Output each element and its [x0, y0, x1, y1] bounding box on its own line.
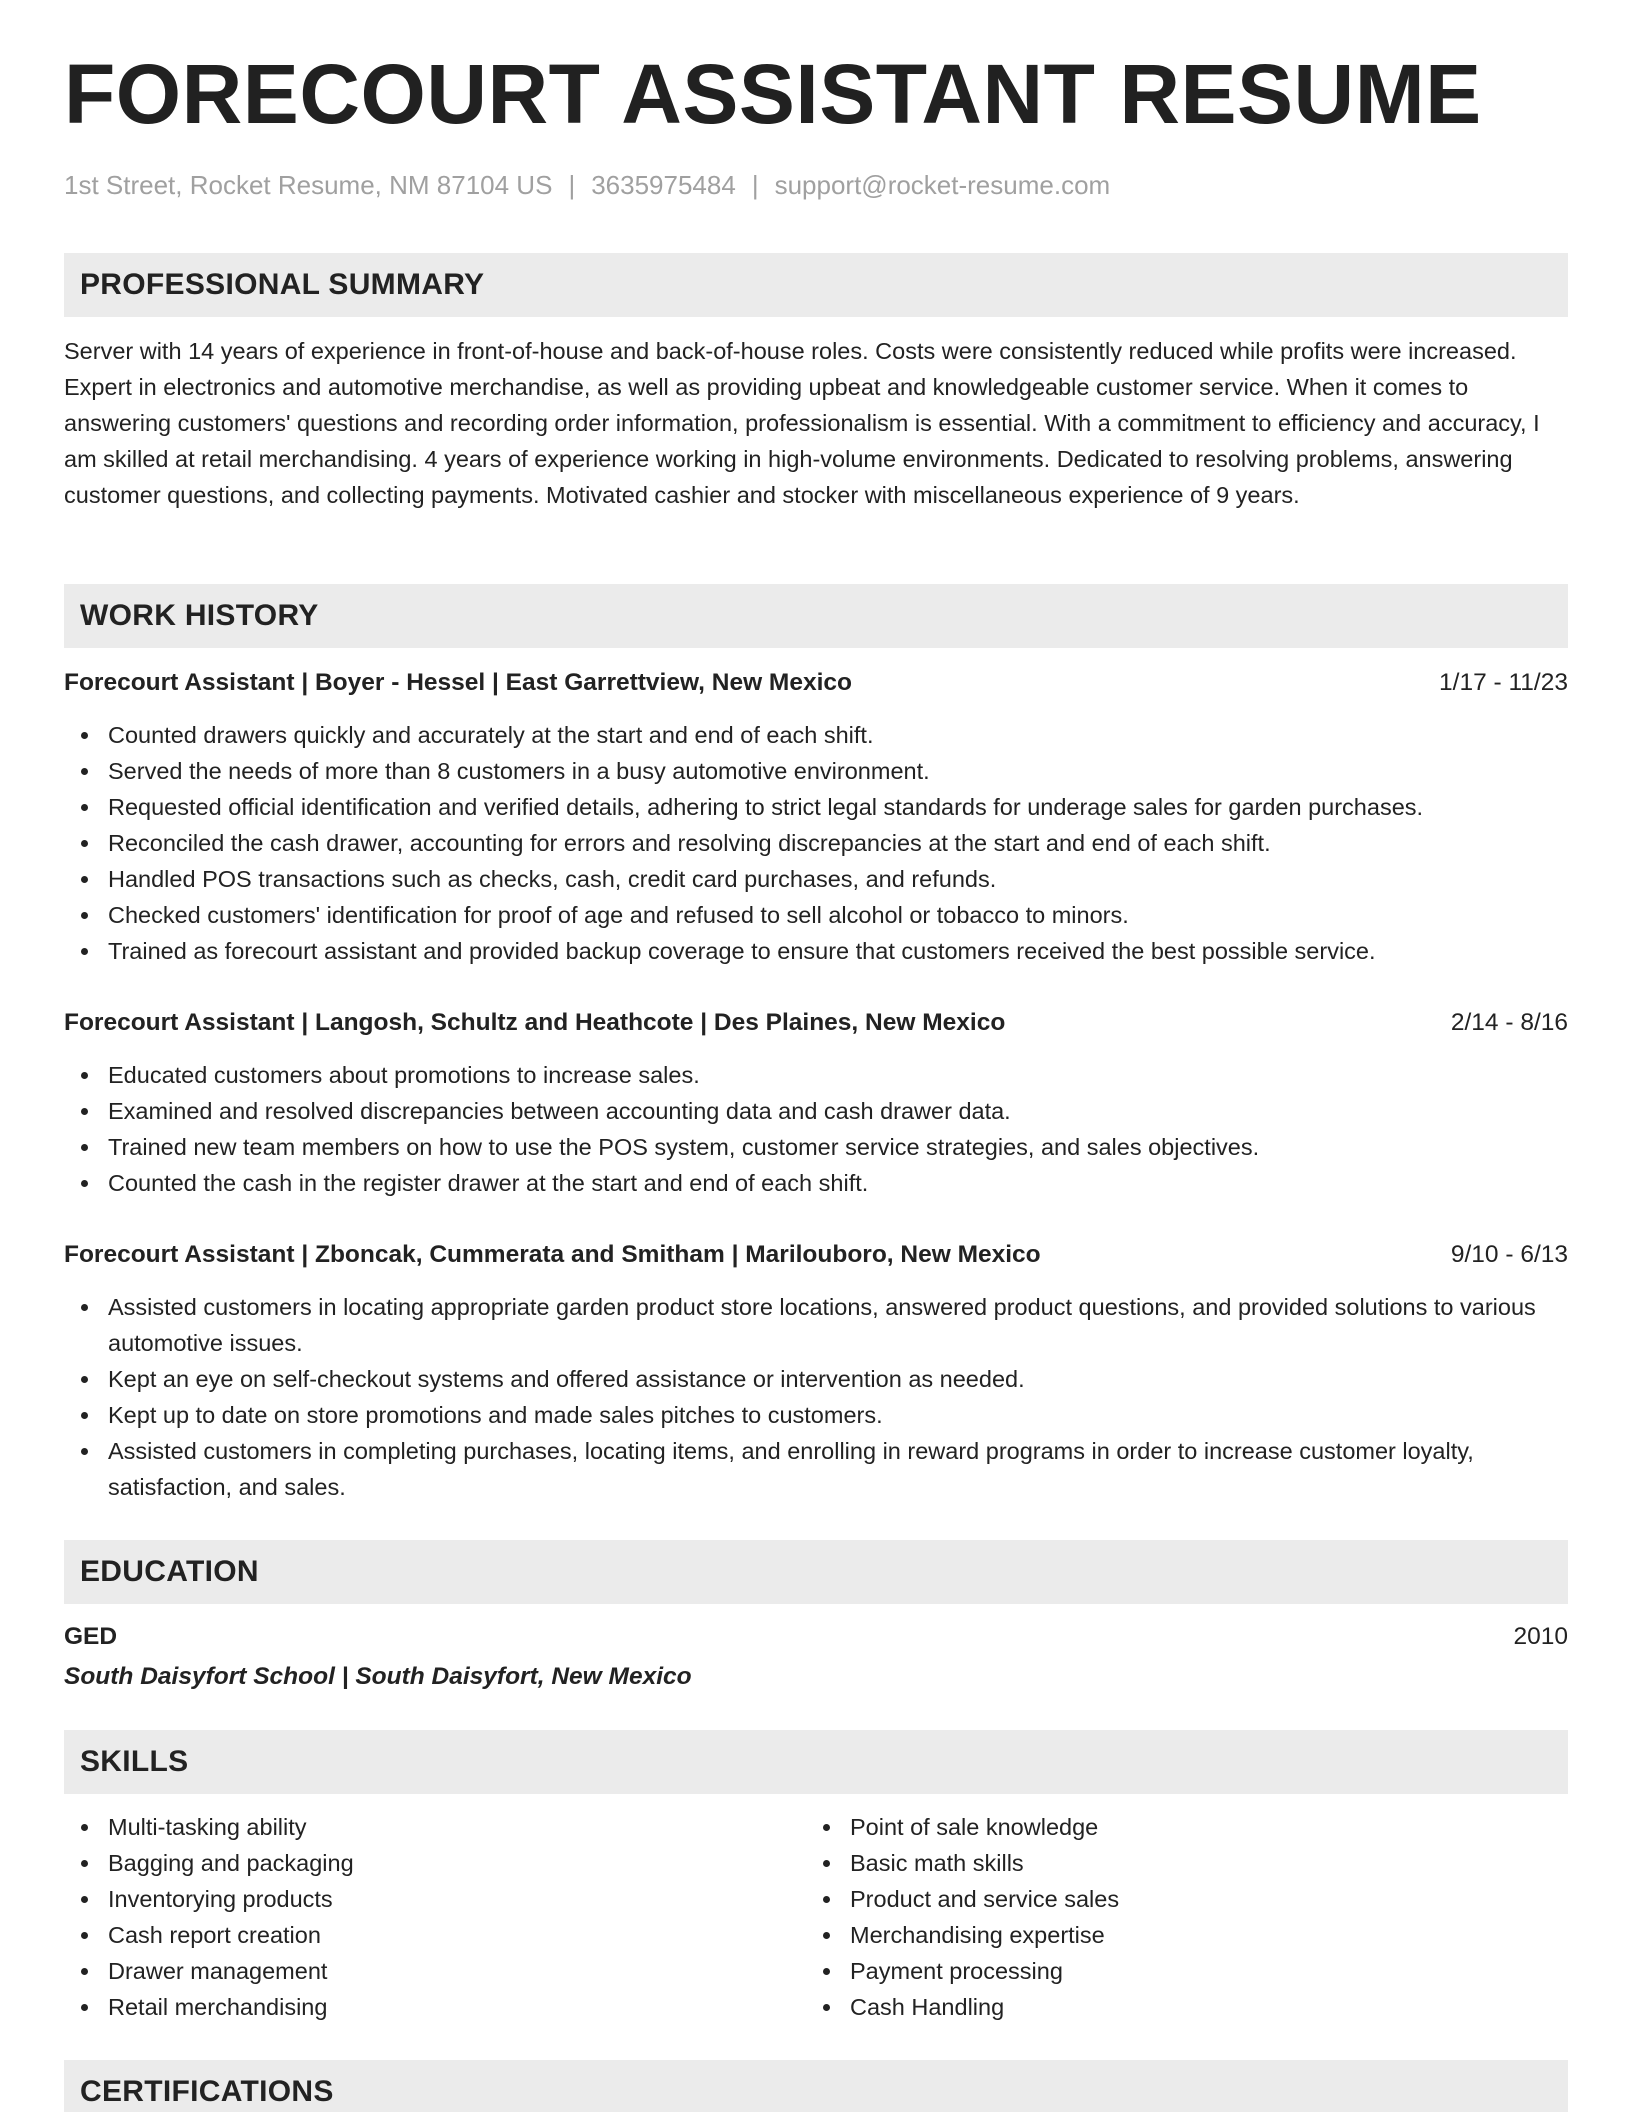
list-item: Educated customers about promotions to increase sales. [64, 1057, 1568, 1093]
skill-item: Payment processing [806, 1953, 1506, 1989]
job-bullets [64, 717, 1568, 969]
list-item: Checked customers' identification for proof of age and refused to sell alcohol or tobacco to minors. [64, 897, 1568, 933]
resume-title: FORECOURT ASSISTANT RESUME [64, 47, 1482, 141]
job-bullets [64, 1057, 1568, 1201]
education-year: 2010 [1513, 1623, 1568, 1650]
list-item: Handled POS transactions such as checks, cash, credit card purchases, and refunds. [64, 861, 1568, 897]
job-dates: 2/14 - 8/16 [1450, 1009, 1568, 1036]
skill-item: Multi-tasking ability [64, 1809, 764, 1845]
contact-separator: | [568, 170, 576, 200]
skill-item: Merchandising expertise [806, 1917, 1506, 1953]
list-item: Counted drawers quickly and accurately at the start and end of each shift. [64, 717, 1568, 753]
list-item: Kept an eye on self-checkout systems and offered assistance or intervention as needed. [64, 1361, 1568, 1397]
section-header-certifications [64, 2060, 1568, 2112]
skill-item: Product and service sales [806, 1881, 1506, 1917]
skill-item: Retail merchandising [64, 1989, 764, 2025]
skills-list-right [806, 1809, 1506, 2025]
contact-address: 1st Street, Rocket Resume, NM 87104 US [64, 170, 553, 200]
skill-item: Basic math skills [806, 1845, 1506, 1881]
section-header-work-history [64, 584, 1568, 648]
skill-item: Cash Handling [806, 1989, 1506, 2025]
skill-item: Cash report creation [64, 1917, 764, 1953]
section-heading: PROFESSIONAL SUMMARY [80, 268, 485, 301]
list-item: Assisted customers in locating appropriate garden product store locations, answered product questions, and provided solutions to various automotive issues. [64, 1289, 1568, 1361]
list-item: Trained new team members on how to use the POS system, customer service strategies, and sales objectives. [64, 1129, 1568, 1165]
summary-text: Server with 14 years of experience in front-of-house and back-of-house roles. Costs were consistently reduced while profits were increased. Expert in electronics and automotive merchandise, as well as providing upbeat and knowledgeable customer service. When it comes to answering customers' questions and recording order information, professionalism is essential. With a commitment to efficiency and accuracy, I am skilled at retail merchandising. 4 years of experience working in high-volume environments. Dedicated to resolving problems, answering customer questions, and collecting payments. Motivated cashier and stocker with miscellaneous experience of 9 years. [64, 338, 1540, 508]
list-item: Requested official identification and verified details, adhering to strict legal standards for underage sales for garden purchases. [64, 789, 1568, 825]
skill-item: Point of sale knowledge [806, 1809, 1506, 1845]
contact-email: support@rocket-resume.com [774, 170, 1111, 200]
list-item: Assisted customers in completing purchases, locating items, and enrolling in reward programs in order to increase customer loyalty, satisfaction, and sales. [64, 1433, 1568, 1505]
section-heading: CERTIFICATIONS [80, 2075, 334, 2108]
section-heading: SKILLS [80, 1745, 189, 1778]
education-header [64, 1622, 1568, 1652]
list-item: Examined and resolved discrepancies between accounting data and cash drawer data. [64, 1093, 1568, 1129]
list-item: Kept up to date on store promotions and made sales pitches to customers. [64, 1397, 1568, 1433]
section-header-summary [64, 253, 1568, 317]
skill-item: Drawer management [64, 1953, 764, 1989]
job-dates: 9/10 - 6/13 [1450, 1241, 1568, 1268]
skill-item: Inventorying products [64, 1881, 764, 1917]
skill-item: Bagging and packaging [64, 1845, 764, 1881]
job-header [64, 668, 1568, 698]
skills-list-left [64, 1809, 764, 2025]
education-degree: GED [64, 1623, 118, 1650]
section-heading: EDUCATION [80, 1555, 259, 1588]
list-item: Trained as forecourt assistant and provided backup coverage to ensure that customers received the best possible service. [64, 933, 1568, 969]
job-header [64, 1008, 1568, 1038]
list-item: Served the needs of more than 8 customers in a busy automotive environment. [64, 753, 1568, 789]
job-dates: 1/17 - 11/23 [1439, 669, 1568, 696]
contact-line [64, 170, 1110, 200]
job-title: Forecourt Assistant | Boyer - Hessel | East Garrettview, New Mexico [64, 669, 852, 696]
section-header-education [64, 1540, 1568, 1604]
job-title: Forecourt Assistant | Langosh, Schultz and Heathcote | Des Plaines, New Mexico [64, 1009, 1006, 1036]
contact-separator: | [751, 170, 759, 200]
list-item: Counted the cash in the register drawer at the start and end of each shift. [64, 1165, 1568, 1201]
job-title: Forecourt Assistant | Zboncak, Cummerata and Smitham | Marilouboro, New Mexico [64, 1241, 1041, 1268]
section-header-skills [64, 1730, 1568, 1794]
contact-phone: 3635975484 [591, 170, 736, 200]
section-heading: WORK HISTORY [80, 599, 319, 632]
list-item: Reconciled the cash drawer, accounting for errors and resolving discrepancies at the start and end of each shift. [64, 825, 1568, 861]
education-school: South Daisyfort School | South Daisyfort, New Mexico [64, 1663, 692, 1690]
job-bullets [64, 1289, 1568, 1505]
job-header [64, 1240, 1568, 1270]
